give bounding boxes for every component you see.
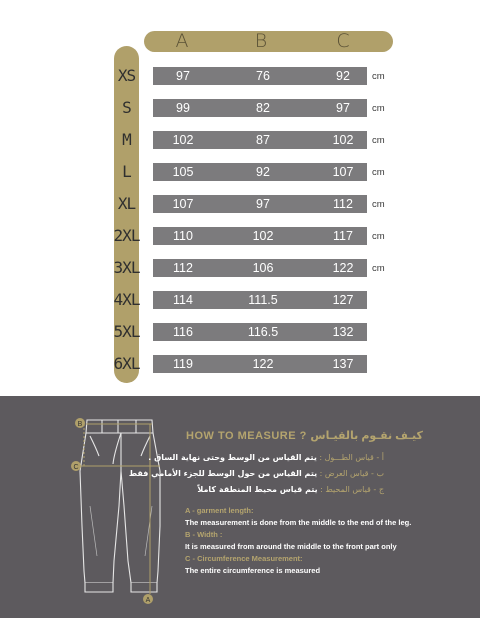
unit-label: cm <box>372 167 385 178</box>
unit-label: cm <box>372 231 385 242</box>
svg-text:B: B <box>77 421 83 428</box>
value-c: 112 <box>333 197 353 211</box>
size-label: L <box>122 162 131 181</box>
size-label: M <box>122 130 131 149</box>
column-header-a: A <box>175 30 189 52</box>
value-a: 102 <box>172 133 194 147</box>
value-c: 137 <box>332 357 354 371</box>
svg-text:C: C <box>73 464 79 471</box>
measure-bar <box>153 291 367 309</box>
value-a: 107 <box>172 197 194 211</box>
value-a: 116 <box>173 325 193 339</box>
value-b: 97 <box>256 197 270 211</box>
measure-bar <box>153 131 367 149</box>
english-width-text: It is measured from around the middle to the front part only <box>185 542 397 551</box>
value-b: 87 <box>256 133 270 147</box>
value-b: 122 <box>252 357 274 371</box>
english-circumference-text: The entire circumference is measured <box>185 566 321 575</box>
measure-bar <box>153 227 367 245</box>
size-label: 2XL <box>113 226 140 245</box>
english-length-heading: A - garment length: <box>185 506 254 515</box>
english-circumference-heading: C - Circumference Measurement: <box>185 554 303 563</box>
how-to-measure-panel <box>0 396 480 618</box>
value-b: 76 <box>256 69 270 83</box>
measure-bar <box>153 259 367 277</box>
arabic-length-line: أ - قياس الطـــول : يتم القياس من الوسط وحتى نهاية الساق . <box>148 453 384 462</box>
column-header-bar <box>144 31 393 52</box>
size-label: XS <box>117 66 136 85</box>
value-c: 107 <box>332 165 354 179</box>
column-header-b: B <box>254 30 268 52</box>
marker-a <box>143 594 153 604</box>
size-label: 3XL <box>113 258 140 277</box>
value-a: 105 <box>172 165 194 179</box>
pants-diagram <box>0 396 180 618</box>
value-b: 106 <box>252 261 274 275</box>
column-header-c: C <box>336 30 350 52</box>
marker-c <box>71 461 81 471</box>
size-label: XL <box>117 194 136 213</box>
value-a: 97 <box>176 69 190 83</box>
english-width-heading: B - Width : <box>185 530 223 539</box>
value-b: 111.5 <box>248 293 278 307</box>
unit-label: cm <box>372 71 385 82</box>
value-c: 97 <box>336 101 350 115</box>
english-length-text: The measurement is done from the middle to the end of the leg. <box>185 518 412 527</box>
arabic-circumference-line: ج - قياس المحيط : يتم قياس محيط المنطقة كاملاً <box>197 485 384 494</box>
unit-label: cm <box>372 135 385 146</box>
marker-b <box>75 418 85 428</box>
size-label: S <box>122 98 131 117</box>
value-a: 119 <box>173 357 193 371</box>
unit-label: cm <box>372 263 385 274</box>
value-a: 114 <box>173 293 193 307</box>
unit-label: cm <box>372 199 385 210</box>
unit-label: cm <box>372 103 385 114</box>
pants-illustration <box>77 420 160 592</box>
measure-bar <box>153 163 367 181</box>
value-b: 102 <box>252 229 274 243</box>
svg-text:A: A <box>145 597 151 604</box>
value-b: 92 <box>256 165 270 179</box>
value-c: 92 <box>336 69 350 83</box>
value-c: 132 <box>332 325 354 339</box>
value-c: 117 <box>333 229 353 243</box>
measure-bar <box>153 195 367 213</box>
size-label: 4XL <box>113 290 140 309</box>
how-to-measure-title: HOW TO MEASURE ? كيـف نقـوم بالقيـاس <box>186 430 423 442</box>
value-a: 112 <box>173 261 193 275</box>
value-c: 102 <box>332 133 354 147</box>
value-b: 82 <box>256 101 270 115</box>
measure-bar <box>153 323 367 341</box>
measure-bar <box>153 99 367 117</box>
measure-bar <box>153 355 367 373</box>
size-label: 6XL <box>113 354 140 373</box>
value-b: 116.5 <box>247 325 279 339</box>
value-c: 127 <box>332 293 354 307</box>
size-label: 5XL <box>113 322 140 341</box>
arabic-width-line: ب - قياس العرض : يتم القياس من حول الوسط للجزء الأمامي فقط <box>128 469 384 478</box>
value-c: 122 <box>332 261 354 275</box>
value-a: 110 <box>173 229 193 243</box>
measure-bar <box>153 67 367 85</box>
value-a: 99 <box>176 101 190 115</box>
